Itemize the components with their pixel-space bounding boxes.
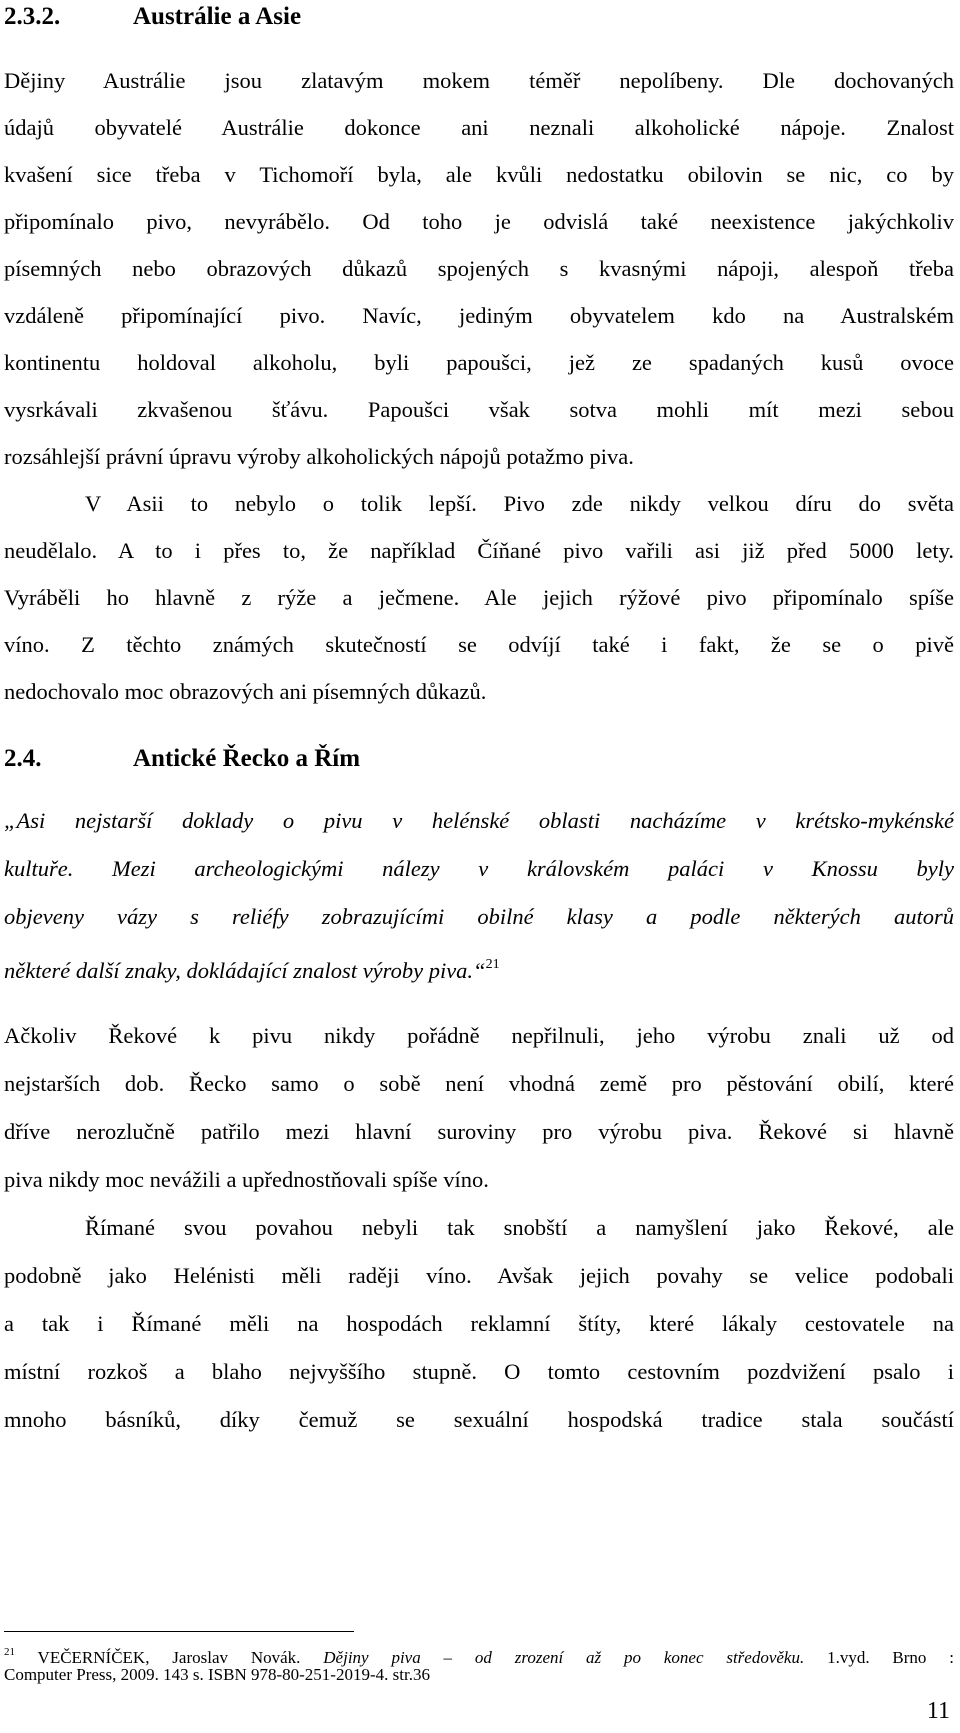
footnote-reference[interactable]: 21	[485, 957, 500, 972]
paragraph-line: mnoho básníků, díky čemuž se sexuální hospodská tradice stala součástí	[4, 1407, 954, 1432]
paragraph-line: Vyráběli ho hlavně z rýže a ječmene. Ale jejich rýžové pivo připomínalo spíše	[4, 585, 954, 610]
paragraph-line: nedochovalo moc obrazových ani písemných důkazů.	[4, 679, 487, 704]
paragraph-line: víno. Z těchto známých skutečností se odvíjí také i fakt, že se o pivě	[4, 632, 954, 657]
paragraph-line: Ačkoliv Řekové k pivu nikdy pořádně nepřilnuli, jeho výrobu znali už od	[4, 1023, 954, 1048]
footnote-author: VEČERNÍČEK, Jaroslav Novák.	[37, 1648, 301, 1667]
paragraph-line: a tak i Římané měli na hospodách reklamní štíty, které lákaly cestovatele na	[4, 1311, 954, 1336]
paragraph-line: piva nikdy moc nevážili a upřednostňovali spíše víno.	[4, 1167, 489, 1192]
paragraph-line: údajů obyvatelé Austrálie dokonce ani neznali alkoholické nápoje. Znalost	[4, 115, 954, 140]
section-heading: Antické Řecko a Řím	[133, 745, 361, 772]
footnote-divider	[4, 1631, 354, 1632]
paragraph-line: písemných nebo obrazových důkazů spojených s kvasnými nápoji, alespoň třeba	[4, 256, 954, 281]
footnote-number: 21	[4, 1646, 15, 1658]
paragraph-line: vzdáleně připomínající pivo. Navíc, jediným obyvatelem kdo na Australském	[4, 303, 954, 328]
paragraph-line: kontinentu holdoval alkoholu, byli papoušci, jež ze spadaných kusů ovoce	[4, 350, 954, 375]
paragraph-line: připomínalo pivo, nevyrábělo. Od toho je odvislá také neexistence jakýchkoliv	[4, 209, 954, 234]
paragraph-line: nejstarších dob. Řecko samo o sobě není vhodná země pro pěstování obilí, které	[4, 1071, 954, 1096]
quote-text: některé další znaky, dokládající znalost výroby piva.“	[4, 958, 486, 983]
paragraph-line: Dějiny Austrálie jsou zlatavým mokem téměř nepolíbeny. Dle dochovaných	[4, 68, 954, 93]
paragraph-line: neudělalo. A to i přes to, že například Číňané pivo vařili asi již před 5000 lety.	[4, 538, 954, 563]
quote-line	[4, 950, 954, 986]
paragraph-line: podobně jako Helénisti měli raději víno. Avšak jejich povahy se velice podobali	[4, 1263, 954, 1288]
footnote-line: Computer Press, 2009. 143 s. ISBN 978-80-251-2019-4. str.36	[4, 1665, 430, 1684]
quote-line: „Asi nejstarší doklady o pivu v helénské oblasti nacházíme v krétsko-mykénské	[4, 808, 954, 833]
paragraph-line: dříve nerozlučně patřilo mezi hlavní suroviny pro výrobu piva. Řekové si hlavně	[4, 1119, 954, 1144]
paragraph-line: Římané svou povahou nebyli tak snobští a namyšlení jako Řekové, ale	[85, 1215, 954, 1240]
section-number: 2.4.	[4, 745, 42, 772]
section-number: 2.3.2.	[4, 3, 61, 30]
footnote-edition: 1.vyd. Brno :	[827, 1648, 954, 1667]
paragraph-line: V Asii to nebylo o tolik lepší. Pivo zde nikdy velkou díru do světa	[85, 491, 954, 516]
paragraph-line: vysrkávali zkvašenou šťávu. Papoušci však sotva mohli mít mezi sebou	[4, 397, 954, 422]
footnote-book-title: Dějiny piva – od zrození až po konec středověku.	[323, 1648, 805, 1667]
quote-line: objeveny vázy s reliéfy zobrazujícími obilné klasy a podle některých autorů	[4, 904, 954, 929]
section-heading: Austrálie a Asie	[133, 3, 302, 30]
paragraph-line: místní rozkoš a blaho nejvyššího stupně. O tomto cestovním pozdvižení psalo i	[4, 1359, 954, 1384]
paragraph-line: rozsáhlejší právní úpravu výroby alkoholických nápojů potažmo piva.	[4, 444, 634, 469]
page-number: 11	[926, 1698, 950, 1724]
quote-line: kultuře. Mezi archeologickými nálezy v královském paláci v Knossu byly	[4, 856, 954, 881]
paragraph-line: kvašení sice třeba v Tichomoří byla, ale kvůli nedostatku obilovin se nic, co by	[4, 162, 954, 187]
